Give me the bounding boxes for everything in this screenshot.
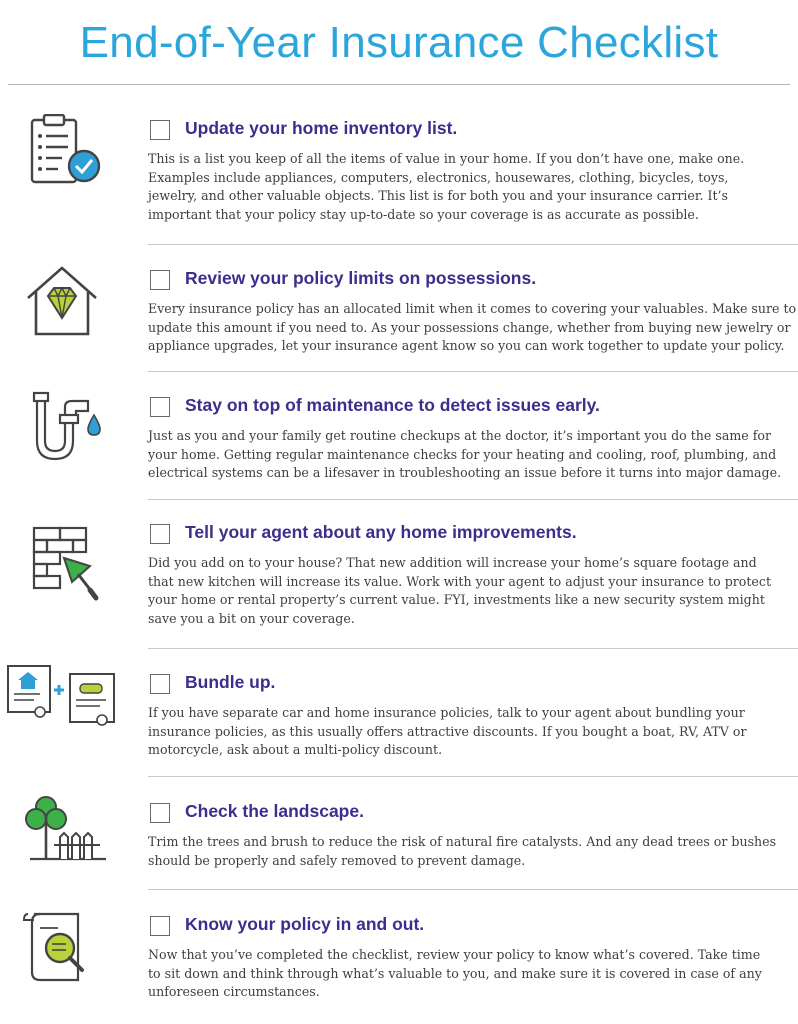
item-heading: Know your policy in and out.: [185, 914, 425, 934]
bundle-policies-icon: [4, 662, 120, 732]
item-divider: [148, 776, 798, 777]
checkbox-inventory[interactable]: [150, 120, 170, 140]
item-heading: Tell your agent about any home improvements.: [185, 522, 577, 542]
item-divider: [148, 889, 798, 890]
checkbox-know-policy[interactable]: [150, 916, 170, 936]
checkbox-home-improvements[interactable]: [150, 524, 170, 544]
item-heading: Stay on top of maintenance to detect issues early.: [185, 395, 600, 415]
item-divider: [148, 371, 798, 372]
item-heading: Bundle up.: [185, 672, 276, 692]
clipboard-check-icon: [14, 114, 110, 194]
item-description: Now that you’ve completed the checklist, review your policy to know what’s covered. Take time to sit down and think through what’s valuable to you, and make sure it is covered in case of any unforeseen circumstances.: [148, 947, 762, 1000]
document-magnifier-icon: [14, 908, 110, 988]
item-heading: Review your policy limits on possessions.: [185, 268, 537, 288]
page-title: End-of-Year Insurance Checklist: [79, 18, 719, 67]
item-divider: [148, 648, 798, 649]
item-divider: [148, 499, 798, 500]
item-description: If you have separate car and home insurance policies, talk to your agent about bundling your insurance policies, as this usually offers attractive discounts. If you bought a boat, RV, ATV or motorcycle, ask about a multi-policy discount.: [148, 705, 747, 758]
item-description: This is a list you keep of all the items of value in your home. If you don’t have one, make one. Examples include appliances, computers, electronics, housewares, clothing, bicycles, toys, jewelry, and other valuable objects. This list is for both you and your insurance carrier. It’s important that your policy stay up-to-date so your coverage is as accurate as possible.: [148, 151, 745, 222]
checkbox-policy-limits[interactable]: [150, 270, 170, 290]
item-description: Did you add on to your house? That new addition will increase your home’s square footage and that new kitchen will increase its value. Work with your agent to adjust your insurance to protect your home or rental property’s current value. FYI, investments like a new security system might save you a bit on your coverage.: [148, 555, 772, 626]
tree-fence-icon: [14, 793, 110, 873]
item-divider: [148, 244, 798, 245]
pipe-drip-icon: [14, 389, 110, 469]
checkbox-landscape[interactable]: [150, 803, 170, 823]
item-description: Every insurance policy has an allocated limit when it comes to covering your valuables. Make sure to update this amount if you need to. As your possessions change, whether from buying new jewelry or appliance upgrades, let your insurance agent know so you can work together to update your policy.: [148, 301, 797, 354]
title-divider: [8, 84, 790, 85]
checkbox-maintenance[interactable]: [150, 397, 170, 417]
brick-trowel-icon: [14, 522, 110, 602]
item-description: Just as you and your family get routine checkups at the doctor, it’s important you do the same for your home. Getting regular maintenance checks for your heating and cooling, roof, plumbing, and electrical systems can be a lifesaver in troubleshooting an issue before it turns into major damage.: [148, 428, 782, 481]
item-description: Trim the trees and brush to reduce the risk of natural fire catalysts. And any dead trees or bushes should be properly and safely removed to prevent damage.: [148, 834, 777, 868]
house-diamond-icon: [14, 262, 110, 342]
item-heading: Check the landscape.: [185, 801, 364, 821]
checkbox-bundle[interactable]: [150, 674, 170, 694]
item-heading: Update your home inventory list.: [185, 118, 458, 138]
